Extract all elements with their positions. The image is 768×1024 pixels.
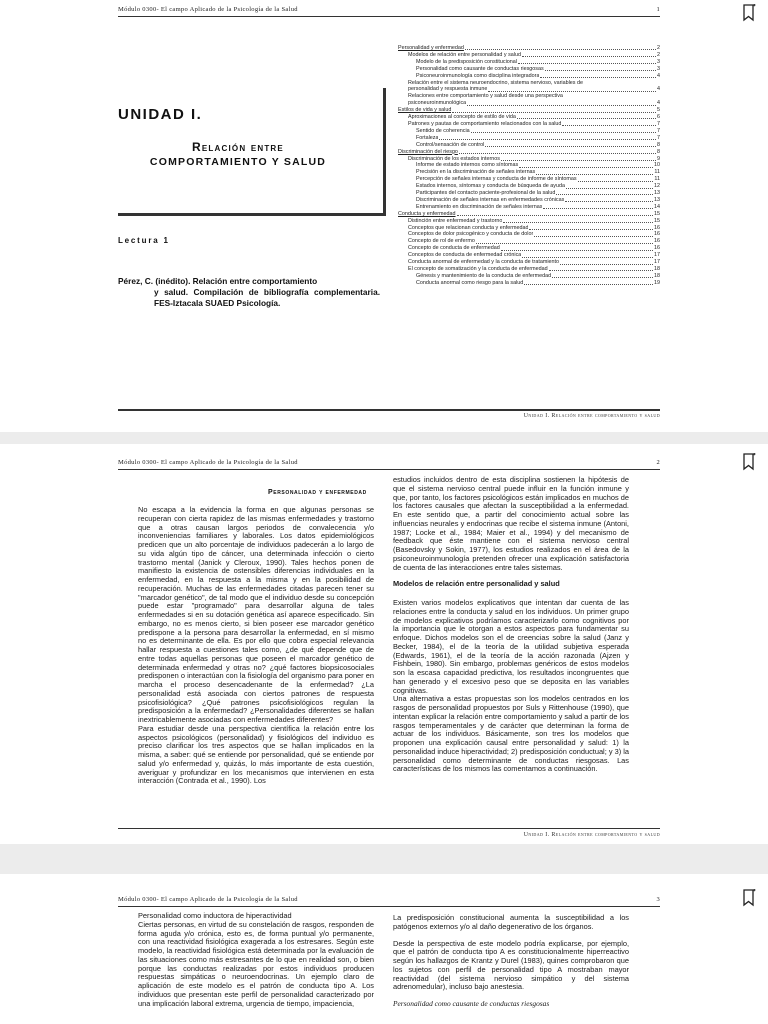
- reference-line-1: Pérez, C. (inédito). Relación entre comportamiento: [118, 276, 318, 286]
- module-title: Módulo 0300- El campo Aplicado de la Psicología de la Salud: [118, 6, 298, 13]
- toc-leader-dots: [556, 194, 653, 195]
- toc-entry-title: Conducta anormal como riesgo para la salud: [416, 279, 524, 286]
- toc-leader-dots: [524, 284, 653, 285]
- toc-entry-title: Génesis y mantenimiento de la conducta de enfermedad: [416, 272, 552, 279]
- toc-entry-title: Discriminación de los estados internos: [408, 155, 500, 162]
- toc-leader-dots: [536, 174, 653, 175]
- toc-entry-title: Patrones y pautas de comportamiento relacionados con la salud: [408, 120, 562, 127]
- header-rule: [118, 906, 660, 907]
- toc-entry[interactable]: [398, 197, 660, 204]
- toc-entry-title: Participantes del contacto paciente-profesional de la salud: [416, 190, 556, 197]
- toc-entry-page: 13: [654, 196, 660, 203]
- toc-entry-title: Estilos de vida y salud: [398, 107, 452, 114]
- toc-entry-page: 7: [657, 127, 660, 134]
- toc-leader-dots: [566, 188, 653, 189]
- reference-citation: [118, 276, 380, 309]
- document-page-2: [0, 444, 768, 844]
- toc-entry-title: Estados internos, síntomas y conducta de búsqueda de ayuda: [416, 183, 565, 190]
- toc-entry-page: 3: [657, 58, 660, 65]
- toc-entry-page: 19: [654, 279, 660, 286]
- toc-entry[interactable]: [398, 135, 660, 142]
- toc-leader-dots: [501, 250, 653, 251]
- toc-entry-title: Conducta anormal de enfermedad y la conducta de tratamiento: [408, 259, 560, 266]
- reference-line-2: y salud. Compilación de bibliografía complementaria. FES-Iztacala SUAED Psicología.: [154, 287, 380, 308]
- toc-entry-title: Concepto de conducta de enfermedad: [408, 245, 500, 252]
- toc-entry-title: Psiconeuroinmunología como disciplina integradora: [416, 72, 540, 79]
- toc-entry-title: Modelos de relación entre personalidad y salud: [408, 51, 521, 58]
- toc-leader-dots: [578, 181, 654, 182]
- toc-entry-title: Concepto de rol de enfermo: [408, 238, 475, 245]
- toc-entry[interactable]: [398, 107, 660, 114]
- toc-entry[interactable]: [398, 231, 660, 238]
- paragraph: Una alternativa a estas propuestas son los modelos centrados en los rasgos de personalidad propuestos por Suls y Rittenhouse (1990), que intentan explicar la relación entre comportamiento y salud a partir de los rasgos temperamentales y de carácter que determinan la forma de actuar de los individuos. Básicamente, son tres los modelos que proponen una explicación causal entre personalidad y salud: 1) la personalidad induce hiperactividad; 2) predisposición conductual; y 3) la personalidad como determinante de conductas riesgosas. Las características de los mismos las comentamos a continuación.: [393, 694, 629, 774]
- toc-entry[interactable]: [398, 142, 660, 149]
- toc-entry-page: 16: [654, 224, 660, 231]
- toc-entry[interactable]: [398, 59, 660, 66]
- toc-entry[interactable]: [398, 204, 660, 211]
- toc-entry-title: Fortaleza: [416, 134, 439, 141]
- toc-entry-page: 18: [654, 272, 660, 279]
- right-column: [393, 476, 629, 774]
- toc-leader-dots: [517, 118, 656, 119]
- bookmark-icon[interactable]: [743, 453, 756, 471]
- toc-leader-dots: [488, 91, 656, 92]
- section-title: Personalidad y enfermedad: [268, 489, 367, 496]
- toc-entry-page: 8: [657, 148, 660, 155]
- subsection-heading: Personalidad como inductora de hiperactividad: [138, 911, 292, 920]
- toc-entry-page: 10: [654, 162, 660, 169]
- toc-entry-title: Precisión en la discriminación de señales internas: [416, 169, 536, 176]
- toc-entry[interactable]: [398, 238, 660, 245]
- toc-entry[interactable]: [398, 183, 660, 190]
- toc-leader-dots: [503, 222, 653, 223]
- module-title: Módulo 0300- El campo Aplicado de la Psicología de la Salud: [118, 896, 298, 903]
- toc-leader-dots: [560, 264, 653, 265]
- toc-leader-dots: [452, 112, 656, 113]
- right-column: [393, 914, 629, 1009]
- toc-entry[interactable]: [398, 245, 660, 252]
- toc-leader-dots: [543, 208, 653, 209]
- toc-entry-page: 11: [654, 176, 660, 183]
- paragraph: No escapa a la evidencia la forma en que algunas personas se recuperan con cierta rapidez de las mismas enfermedades y trastorno que a otras causan largos periodos de convalecencia y/o inconveniencias familiares y laborales. Los datos epidemiológicos predicen que un alto porcentaje de individuos padecerán a lo largo de su vida algún tipo de cáncer, una determinada infección o cierto trastorno mental (Janick y Cleroux, 1990). Tales hechos ponen de manifiesto la existencia de ostensibles diferencias individuales en la enfermedad, en la respuesta a la misma y en la posibilidad de recuperación. Muchas de las enfermedades citadas parecen tener su "marcador genético", de tal modo que el individuo desde su concepción puede estar "programado" para desarrollar alguna de tales enfermedades si en su dotación genética así aparece especificado. Sin embargo, no es menos cierto, si bien poseer ese marcador genético predispone a la persona para desarrollar la enfermedad, en sí mismo no es determinante de ella. Es por ello que cobra especial relevancia hallar respuesta a cuestiones tales como, ¿de qué depende que de entre todas aquellas personas que poseen el marcador genético de determinada enfermedad y otras no? ¿qué factores biopsicosociales predisponen o interactúan con la fisiología del organismo para poner en marcha el proceso desencadenante de la enfermedad? ¿La personalidad está asociada con ciertos patrones de respuesta psicofisiológica? ¿Qué patrones psicofisiológicos regulan la predisposición a la enfermedad? ¿Personalidades diferentes se hallan inextricablemente asociadas con enfermedades diferentes?: [138, 505, 374, 724]
- toc-entry-page: 16: [654, 231, 660, 238]
- toc-entry-title: Sentido de coherencia: [416, 127, 470, 134]
- paragraph: Para estudiar desde una perspectiva científica la relación entre los aspectos psicológicos (personalidad) y fisiológicos del individuo es preciso clarificar los tres aspectos que se hallan implicados en la misma, a saber: qué se entiende por personalidad, qué se entiende por salud y/o enfermedad y, quizás, lo más importante de esta cuestión, averiguar y profundizar en los mecanismos que intervienen en esta interacción (Contrada et al., 1990). Los: [138, 723, 374, 786]
- footer-rule: [118, 409, 660, 411]
- footer-rule: [118, 828, 660, 829]
- toc-entry-title: Distinción entre enfermedad y trastorno: [408, 217, 503, 224]
- toc-entry[interactable]: [398, 259, 660, 266]
- toc-entry-page: 6: [657, 114, 660, 121]
- toc-entry[interactable]: [398, 86, 660, 93]
- toc-leader-dots: [476, 243, 653, 244]
- toc-entry-page: 7: [657, 134, 660, 141]
- page-separator: [0, 432, 768, 444]
- toc-entry-title: Control/sensación de control: [416, 141, 485, 148]
- toc-entry-title: Discriminación del riesgo: [398, 148, 458, 155]
- toc-entry-page: 2: [657, 51, 660, 58]
- toc-leader-dots: [439, 139, 656, 140]
- toc-entry[interactable]: [398, 52, 660, 59]
- paragraph: La predisposición constitucional aumenta la susceptibilidad a los patógenos externos y/o al daño degenerativo de los órganos.: [393, 913, 629, 931]
- toc-entry-title: El concepto de somatización y la conducta de enfermedad: [408, 266, 548, 272]
- toc-entry-page: 16: [654, 245, 660, 252]
- table-of-contents: [398, 45, 660, 287]
- toc-entry[interactable]: [398, 252, 660, 259]
- toc-entry-page: 16: [654, 238, 660, 245]
- toc-entry-title: Modelo de la predisposición constitucional: [416, 58, 517, 65]
- toc-leader-dots: [519, 167, 653, 168]
- toc-leader-dots: [540, 77, 656, 78]
- toc-entry-page: 5: [657, 107, 660, 114]
- toc-entry[interactable]: [398, 190, 660, 197]
- toc-leader-dots: [457, 215, 653, 216]
- left-column: [138, 506, 374, 786]
- left-column: [138, 912, 374, 1008]
- toc-entry-title: Personalidad y enfermedad: [398, 45, 464, 51]
- toc-leader-dots: [485, 146, 656, 147]
- toc-leader-dots: [518, 63, 656, 64]
- toc-entry[interactable]: [398, 156, 660, 163]
- toc-entry[interactable]: [398, 280, 660, 287]
- toc-entry-page: 11: [654, 169, 660, 176]
- toc-leader-dots: [552, 277, 653, 278]
- toc-entry-page: 7: [657, 120, 660, 127]
- paragraph: Existen varios modelos explicativos que intentan dar cuenta de las relaciones entre la conducta y salud en los individuos. Un primer grupo de modelos explicativos podríamos caracterizarlo como cognitivos por la importancia que le otorgan a estos aspectos para fundamentar su enfoque. Dichos modelos son el de creencias sobre la salud (Janz y Becker, 1984), el de la teoría de la utilidad subjetiva esperada (Edwards, 1961), el de la teoría de la acción razonada (Ajzen y Fishbein, 1980). Sin embargo, problemas genéricos de estos modelos son la escasa capacidad predictiva, los resultados incongruentes que han generado y el excesivo peso que se deposita en las variables cognitivas.: [393, 598, 629, 695]
- toc-leader-dots: [565, 201, 653, 202]
- header-rule: [118, 469, 660, 470]
- reading-label: Lectura 1: [118, 236, 170, 245]
- header-rule: [118, 16, 660, 17]
- toc-leader-dots: [545, 70, 656, 71]
- page-header: [118, 459, 660, 466]
- unit-subtitle-line-2: COMPORTAMIENTO Y SALUD: [149, 156, 327, 168]
- paragraph: estudios incluidos dentro de esta disciplina sostienen la hipótesis de que el sistema nervioso central puede influir en la función inmune y que, por tanto, los factores psicológicos están implicados en muchos de los factores causales que afectan la susceptibilidad a la enfermedad. En este sentido que, a partir del conocimiento actual sobre las influencias neurales y endocrinas que recibe el sistema inmune (Antoni, 1987; Locke et al., 1984; Maier et al., 1994) y del mecanismo de feedback que éste mantiene con el sistema nervioso central (Basedovsky y Sokin, 1977), los estudios realizados en el área de la psiconeuroinmunología pretenden ofrecer una explicación satisfactoria de cuenta de las interacciones entre tales sistemas.: [393, 475, 629, 572]
- paragraph: Ciertas personas, en virtud de su constelación de rasgos, responden de forma aguda y/o crónica, esto es, de forma puntual y/o permanente, con una reactividad fisiológica exagerada a los estresares. Según este modelo, la reactividad fisiológica está determinada por la evaluación de las situaciones como más estresantes de lo que en realidad son, o bien porque las conductas realizadas por estos individuos producen respuestas simpáticas o neuroendocrinas. Un ejemplo claro de aplicación de este modelo es el patrón de conducta tipo A. Los individuos que presentan este perfil de personalidad caracterizado por una implicación laboral extrema, urgencia de tiempo, impaciencia,: [138, 919, 374, 1008]
- toc-entry-page: 4: [657, 100, 660, 107]
- toc-entry[interactable]: [398, 93, 660, 100]
- toc-entry-page: 2: [657, 45, 660, 51]
- toc-entry[interactable]: [398, 80, 660, 87]
- unit-subtitle: [118, 140, 358, 170]
- toc-leader-dots: [501, 160, 656, 161]
- toc-entry-title: Relaciones entre comportamiento y salud desde una perspectiva: [408, 93, 563, 100]
- toc-entry-page: 4: [657, 72, 660, 79]
- toc-entry-title: personalidad y respuesta inmune: [408, 86, 488, 93]
- toc-leader-dots: [562, 125, 656, 126]
- page-separator: [0, 844, 768, 874]
- page-number: 2: [656, 459, 660, 466]
- toc-entry[interactable]: [398, 266, 660, 273]
- page-footer: Unidad I. Relación entre comportamiento y salud: [523, 832, 660, 838]
- unit-title: UNIDAD I.: [118, 106, 203, 123]
- toc-leader-dots: [529, 229, 653, 230]
- toc-entry-page: 13: [654, 190, 660, 197]
- toc-entry-title: Conceptos de dolor psicogénico y conducta de dolor: [408, 231, 534, 238]
- page-footer: Unidad I. Relación entre comportamiento y salud: [523, 413, 660, 419]
- toc-entry-page: 17: [654, 252, 660, 259]
- unit-subtitle-line-1: Relación entre: [192, 140, 284, 154]
- toc-entry-page: 15: [654, 210, 660, 217]
- toc-entry-title: Relación entre el sistema neuroendocrino, sistema nervioso, variables de: [408, 79, 583, 86]
- toc-entry[interactable]: [398, 162, 660, 169]
- bookmark-icon[interactable]: [743, 4, 756, 22]
- paragraph: Desde la perspectiva de este modelo podría explicarse, por ejemplo, que el patrón de conducta tipo A es constitucionalmente hiperreactivo según los hallazgos de Krantz y Durel (1983), quines comprobaron que los sujetos con perfil de personalidad tipo A mostraban mayor reactividad (del sistema nervioso simpático y del sistema adrenomedular), incluso bajo anestesia.: [393, 938, 629, 992]
- toc-entry-title: Aproximaciones al concepto de estilo de vida: [408, 114, 516, 121]
- toc-entry-title: psiconeuroinmunológica: [408, 100, 467, 107]
- toc-entry-title: Personalidad como causante de conductas riesgosas: [416, 65, 544, 72]
- toc-entry[interactable]: [398, 169, 660, 176]
- subsection-heading: Personalidad como causante de conductas riesgosas: [393, 999, 550, 1008]
- toc-entry[interactable]: [398, 176, 660, 183]
- toc-entry-title: Percepción de señales internas y conducta de informe de síntomas: [416, 176, 577, 183]
- toc-entry[interactable]: [398, 225, 660, 232]
- toc-leader-dots: [459, 153, 656, 154]
- toc-entry[interactable]: [398, 114, 660, 121]
- page-header: [118, 6, 660, 13]
- toc-entry-title: Informe de estado internos como síntomas: [416, 162, 519, 169]
- page-number: 1: [656, 6, 660, 13]
- toc-entry-page: 9: [657, 155, 660, 162]
- toc-leader-dots: [467, 105, 656, 106]
- toc-entry-page: 15: [654, 217, 660, 224]
- toc-entry-title: Conceptos de conducta de enfermedad crónica: [408, 252, 522, 259]
- toc-entry[interactable]: [398, 273, 660, 280]
- toc-entry-page: 3: [657, 65, 660, 72]
- toc-leader-dots: [534, 236, 653, 237]
- toc-entry[interactable]: [398, 218, 660, 225]
- toc-entry-page: 8: [657, 141, 660, 148]
- toc-entry-page: 4: [657, 86, 660, 93]
- toc-entry[interactable]: [398, 100, 660, 107]
- toc-entry-title: Entrenamiento en discriminación de señales internas: [416, 203, 543, 210]
- subsection-heading: Modelos de relación entre personalidad y salud: [393, 579, 560, 589]
- page-number: 3: [656, 896, 660, 903]
- toc-leader-dots: [465, 49, 656, 50]
- toc-entry-page: 14: [654, 203, 660, 210]
- toc-leader-dots: [549, 270, 653, 271]
- toc-entry-page: 18: [654, 266, 660, 272]
- toc-entry[interactable]: [398, 73, 660, 80]
- toc-entry-title: Conducta y enfermedad: [398, 210, 456, 217]
- toc-entry[interactable]: [398, 121, 660, 128]
- toc-entry-page: 17: [654, 259, 660, 266]
- toc-entry[interactable]: [398, 149, 660, 156]
- toc-leader-dots: [471, 132, 656, 133]
- page-header: [118, 896, 660, 903]
- toc-entry-title: Conceptos que relacionan conducta y enfermedad: [408, 224, 529, 231]
- module-title: Módulo 0300- El campo Aplicado de la Psicología de la Salud: [118, 459, 298, 466]
- toc-entry-title: Discriminación de señales internas en enfermedades crónicas: [416, 196, 565, 203]
- toc-leader-dots: [522, 56, 656, 57]
- toc-entry[interactable]: [398, 128, 660, 135]
- document-page-3: [0, 874, 768, 1024]
- toc-entry[interactable]: [398, 45, 660, 52]
- toc-entry[interactable]: [398, 211, 660, 218]
- toc-leader-dots: [522, 257, 653, 258]
- bookmark-icon[interactable]: [743, 889, 756, 907]
- toc-entry-page: 12: [654, 183, 660, 190]
- document-page-1: [0, 0, 768, 432]
- toc-entry[interactable]: [398, 66, 660, 73]
